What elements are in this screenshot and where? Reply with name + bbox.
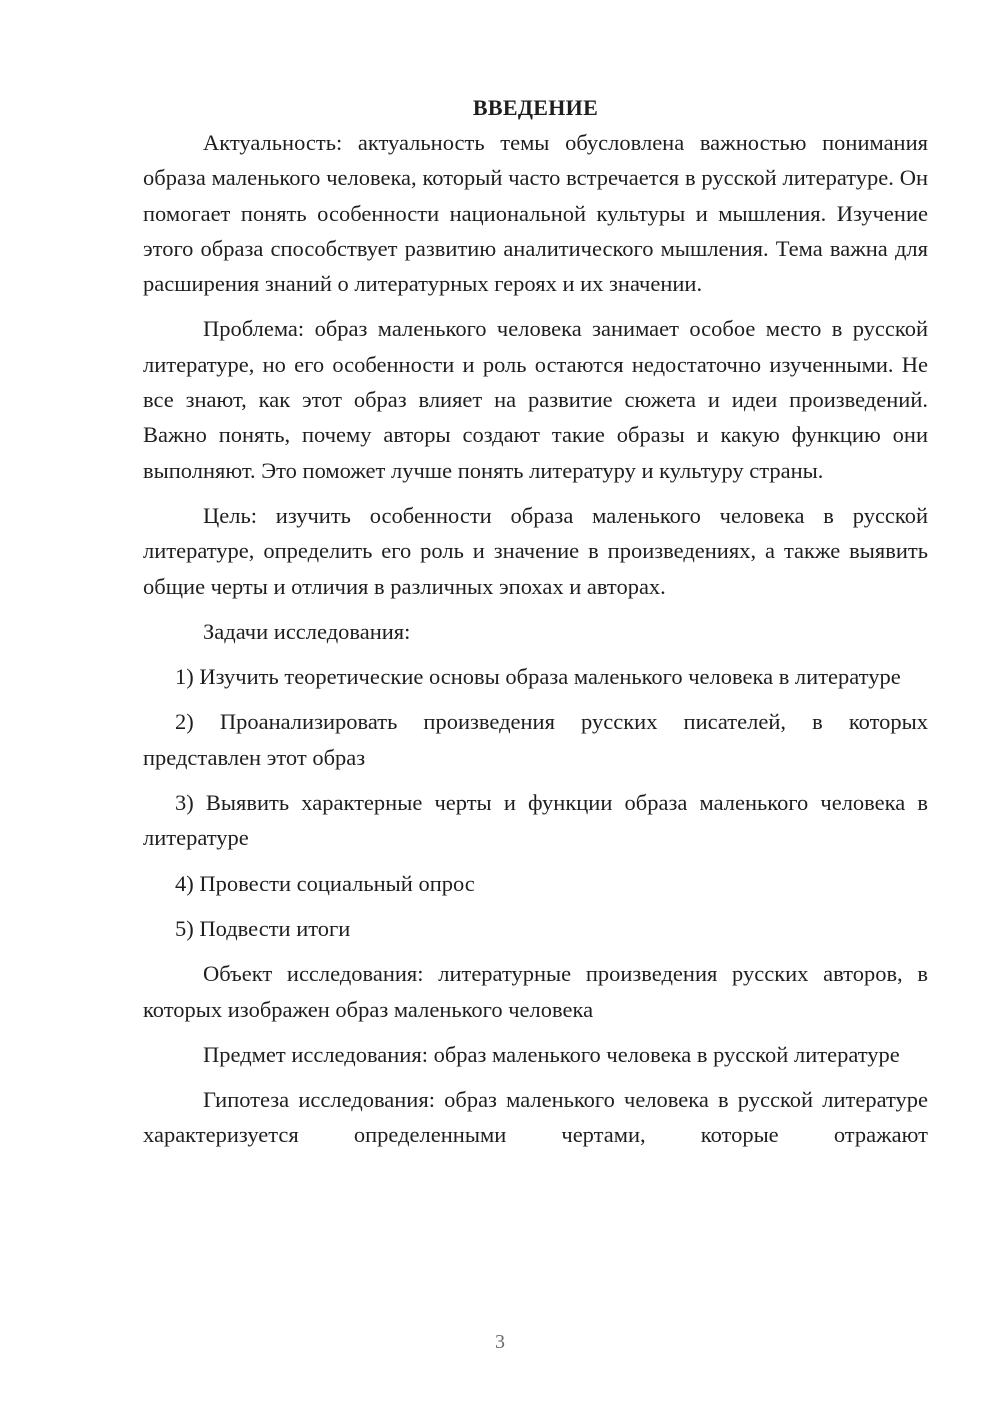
document-page xyxy=(143,90,928,1163)
page-title: ВВЕДЕНИЕ xyxy=(472,95,599,120)
task-item-2: 2) Проанализировать произведения русских писателей, в которых представлен этот образ xyxy=(143,709,928,770)
task-item-4: 4) Провести социальный опрос xyxy=(175,870,475,896)
object-paragraph: Объект исследования: литературные произведения русских авторов, в которых изображен образ маленького человека xyxy=(143,961,928,1022)
relevance-paragraph: Актуальность: актуальность темы обусловлена важностью понимания образа маленького человека, который часто встречается в русской литературе. Он помогает понять особенности национальной культуры и мышления. Изучение этого образа способствует развитию аналитического мышления. Тема важна для расширения знаний о литературных героях и их значении. xyxy=(143,130,928,297)
tasks-heading: Задачи исследования: xyxy=(203,618,411,644)
subject-paragraph: Предмет исследования: образ маленького человека в русской литературе xyxy=(203,1041,900,1067)
page-number: 3 xyxy=(495,1331,505,1353)
hypothesis-paragraph: Гипотеза исследования: образ маленького человека в русской литературе характеризуется определенными чертами, которые отражают xyxy=(143,1087,928,1148)
task-item-3: 3) Выявить характерные черты и функции образа маленького человека в литературе xyxy=(143,790,928,851)
task-item-1: 1) Изучить теоретические основы образа маленького человека в литературе xyxy=(175,664,901,690)
goal-paragraph: Цель: изучить особенности образа маленького человека в русской литературе, определить его роль и значение в произведениях, а также выявить общие черты и отличия в различных эпохах и авторах. xyxy=(143,502,928,599)
task-item-5: 5) Подвести итоги xyxy=(175,915,351,941)
problem-paragraph: Проблема: образ маленького человека занимает особое место в русской литературе, но его особенности и роль остаются недостаточно изученными. Не все знают, как этот образ влияет на развитие сюжета и идеи произведений. Важно понять, почему авторы создают такие образы и какую функцию они выполняют. Это поможет лучше понять литературу и культуру страны. xyxy=(143,316,928,483)
